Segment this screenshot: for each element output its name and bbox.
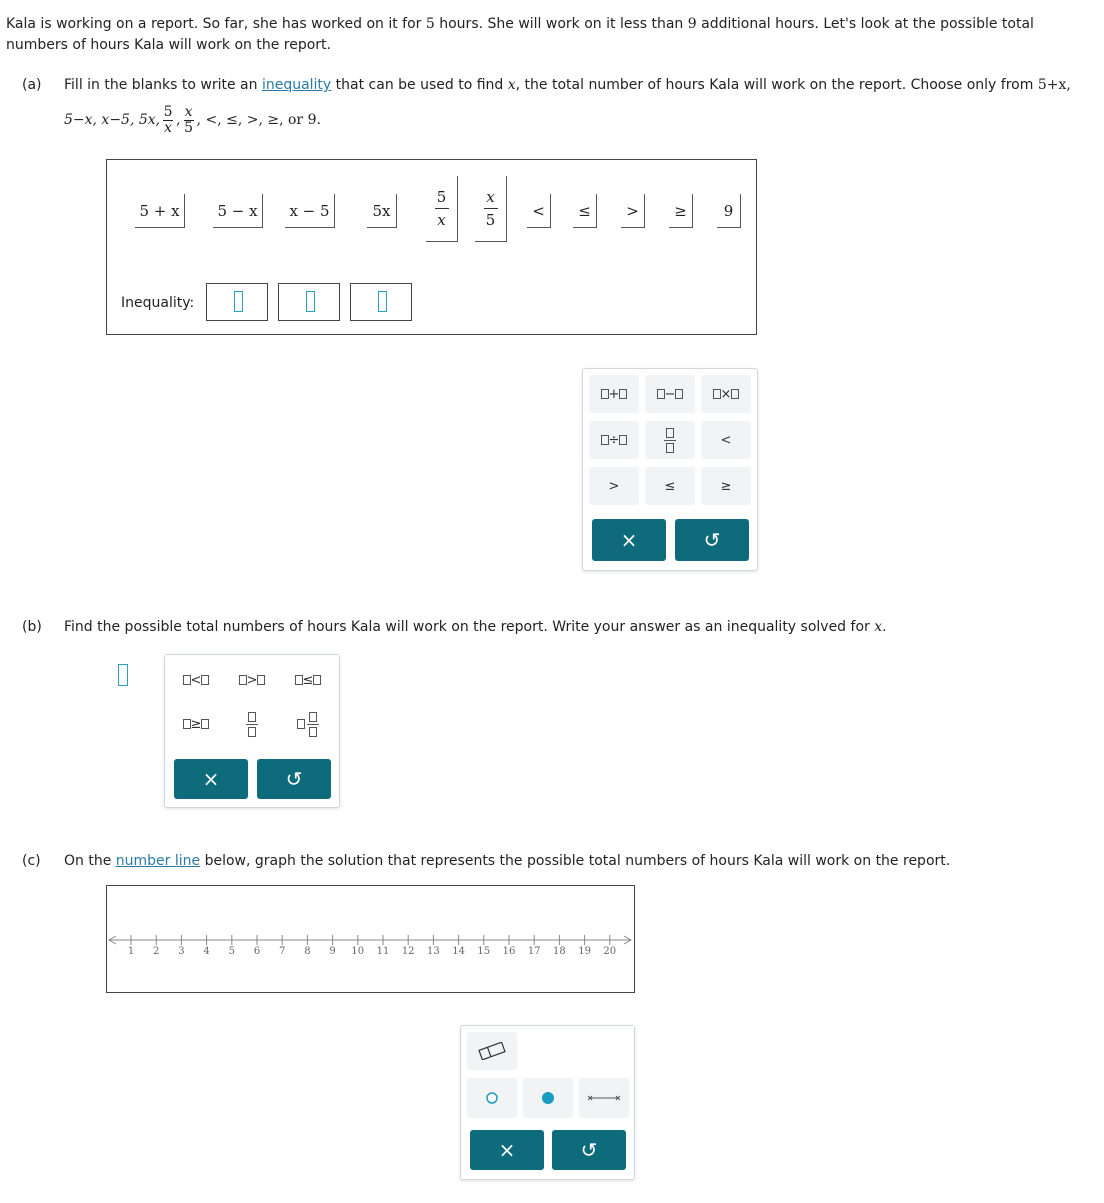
tick-label-16: 16 bbox=[502, 946, 516, 957]
tile-less-than[interactable]: < bbox=[527, 194, 551, 228]
number-line-link[interactable]: number line bbox=[115, 853, 201, 869]
tile-x-minus-5[interactable]: x − 5 bbox=[285, 194, 335, 228]
tick-label-18: 18 bbox=[553, 946, 566, 957]
undo-icon: ↺ bbox=[285, 767, 303, 791]
segment-icon bbox=[587, 1093, 621, 1103]
tile-less-equal[interactable]: ≤ bbox=[573, 194, 597, 228]
part-c-question: On the number line below, graph the solution that represents the possible total numbers of hours Kala will work on the report. bbox=[64, 853, 951, 869]
tick-label-19: 19 bbox=[578, 946, 591, 957]
tile-5-over-x[interactable]: 5 x bbox=[426, 176, 458, 242]
problem-intro: Kala is working on a report. So far, she has worked on it for 5 hours. She will work on it less than 9 additional hours. Let's look at the possible total numbers of hours Kala will work on the report. bbox=[6, 16, 1034, 53]
tick-label-14: 14 bbox=[452, 946, 465, 957]
part-c-label: (c) bbox=[22, 853, 41, 869]
key-less-than[interactable]: < bbox=[171, 661, 221, 699]
close-icon: × bbox=[498, 1138, 516, 1162]
clear-button[interactable] bbox=[174, 759, 248, 799]
inequality-slot-1[interactable] bbox=[206, 283, 268, 321]
key-greater-than[interactable]: > bbox=[227, 661, 277, 699]
key-greater-equal[interactable]: ≥ bbox=[701, 467, 751, 505]
closed-point-tool[interactable] bbox=[523, 1078, 573, 1118]
key-divide[interactable]: ÷ bbox=[589, 421, 639, 459]
number-line-area[interactable] bbox=[106, 885, 635, 993]
keypad-part-a bbox=[582, 368, 758, 571]
undo-icon: ↺ bbox=[703, 528, 721, 552]
undo-button[interactable] bbox=[675, 519, 749, 561]
key-add[interactable]: + bbox=[589, 375, 639, 413]
tile-5-plus-x[interactable]: 5 + x bbox=[135, 194, 185, 228]
keypad-part-b bbox=[164, 654, 340, 808]
part-b-answer-input[interactable] bbox=[118, 664, 128, 686]
tile-5-minus-x[interactable]: 5 − x bbox=[213, 194, 263, 228]
key-subtract[interactable]: − bbox=[645, 375, 695, 413]
inequality-slot-3[interactable] bbox=[350, 283, 412, 321]
inequality-label: Inequality: bbox=[121, 295, 195, 311]
tick-label-8: 8 bbox=[304, 946, 311, 957]
tick-label-3: 3 bbox=[178, 946, 185, 957]
open-circle-icon bbox=[484, 1090, 500, 1106]
closed-circle-icon bbox=[540, 1090, 556, 1106]
undo-button[interactable] bbox=[552, 1130, 626, 1170]
tick-label-15: 15 bbox=[477, 946, 491, 957]
key-greater-equal[interactable]: ≥ bbox=[171, 705, 221, 743]
part-a-choices: 5−x, x−5, 5x, 5 x , x 5 , <, ≤, >, ≥, or 9. bbox=[64, 103, 321, 136]
clear-button[interactable] bbox=[470, 1130, 544, 1170]
tick-label-11: 11 bbox=[376, 946, 390, 957]
tile-9[interactable]: 9 bbox=[717, 194, 741, 228]
tick-label-10: 10 bbox=[351, 946, 365, 957]
tick-label-13: 13 bbox=[427, 946, 440, 957]
part-b-question: Find the possible total numbers of hours Kala will work on the report. Write your answer as an inequality solved for x. bbox=[64, 619, 887, 635]
key-greater-than[interactable]: > bbox=[589, 467, 639, 505]
tick-label-1: 1 bbox=[127, 946, 135, 957]
close-icon: × bbox=[202, 767, 220, 791]
number-line[interactable] bbox=[107, 886, 634, 992]
inequality-slot-2[interactable] bbox=[278, 283, 340, 321]
open-point-tool[interactable] bbox=[467, 1078, 517, 1118]
part-a-question: Fill in the blanks to write an inequality that can be used to find x, the total number of hours Kala will work on the report. Choose only from 5+x, bbox=[64, 77, 1071, 93]
key-less-than[interactable]: < bbox=[701, 421, 751, 459]
clear-button[interactable] bbox=[592, 519, 666, 561]
key-less-equal[interactable]: ≤ bbox=[283, 661, 333, 699]
tick-label-5: 5 bbox=[228, 946, 235, 957]
eraser-tool[interactable] bbox=[467, 1032, 517, 1070]
key-fraction[interactable] bbox=[645, 421, 695, 459]
key-multiply[interactable]: × bbox=[701, 375, 751, 413]
undo-icon: ↺ bbox=[580, 1138, 598, 1162]
tile-x-over-5[interactable]: x 5 bbox=[475, 176, 507, 242]
tile-bank bbox=[106, 159, 757, 335]
eraser-icon bbox=[477, 1042, 507, 1060]
undo-button[interactable] bbox=[257, 759, 331, 799]
key-fraction[interactable] bbox=[227, 705, 277, 743]
close-icon: × bbox=[620, 528, 638, 552]
tick-label-4: 4 bbox=[203, 946, 210, 957]
tile-5x[interactable]: 5x bbox=[367, 194, 397, 228]
tick-label-6: 6 bbox=[253, 946, 261, 957]
graph-tools bbox=[460, 1025, 635, 1180]
key-mixed-number[interactable] bbox=[283, 705, 333, 743]
inequality-link[interactable]: inequality bbox=[261, 77, 332, 93]
tick-label-9: 9 bbox=[329, 946, 336, 957]
key-less-equal[interactable]: ≤ bbox=[645, 467, 695, 505]
tick-label-20: 20 bbox=[603, 946, 617, 957]
tile-greater-equal[interactable]: ≥ bbox=[669, 194, 693, 228]
part-b-label: (b) bbox=[22, 619, 42, 635]
tile-greater-than[interactable]: > bbox=[621, 194, 645, 228]
tick-label-2: 2 bbox=[153, 946, 160, 957]
tick-label-7: 7 bbox=[279, 946, 286, 957]
segment-tool[interactable] bbox=[579, 1078, 629, 1118]
tick-label-17: 17 bbox=[527, 946, 541, 957]
tick-label-12: 12 bbox=[401, 946, 415, 957]
part-a-label: (a) bbox=[22, 77, 42, 93]
